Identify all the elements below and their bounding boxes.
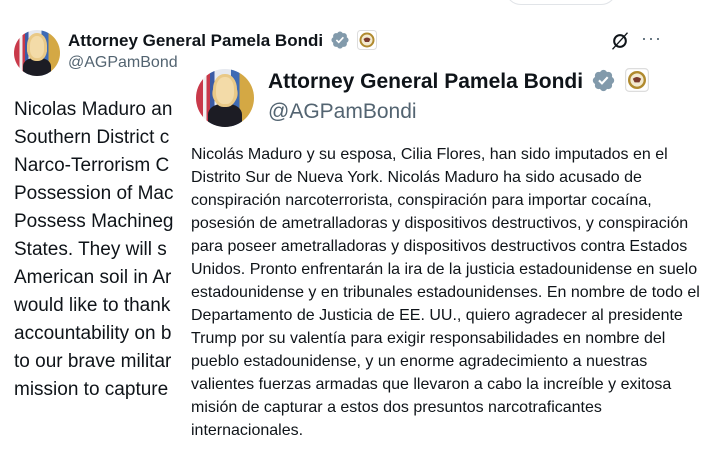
tweet-text-translated: Nicolás Maduro y su esposa, Cilia Flores, han sido imputados en el Distrito Sur de Nueva York. Nicolás Maduro ha sido acusado de conspiración narcoterrorista, conspiración para importar cocaína, posesión de ametralladoras y dispositivos destructivos, y conspiración para poseer ametralladoras y dispositivos destructivos contra Estados Unidos. Pronto enfrentarán la ira de la justicia estadounidense en suelo estadounidense y en tribunales estadounidenses. En nombre de todo el Departamento de Justicia de EE. UU., quiero agradecer al presidente Trump por su valentía para exigir responsabilidades en nombre del pueblo estadounidense, y un enorme agradecimiento a nuestras valientes fuerzas armadas que llevaron a cabo la increíble y exitosa misión de capturar a estos dos presuntos narcotraficantes internacionales. <box>191 146 700 439</box>
more-options-icon[interactable]: ··· <box>641 28 662 48</box>
verified-badge-icon <box>591 68 616 93</box>
author-handle[interactable]: @AGPamBondi <box>268 100 417 123</box>
author-avatar[interactable] <box>14 30 60 76</box>
grok-icon[interactable] <box>610 31 630 51</box>
verified-badge-icon <box>330 30 350 50</box>
translated-tweet-card <box>184 59 728 456</box>
doj-seal-icon <box>357 30 377 50</box>
author-avatar[interactable] <box>196 69 254 127</box>
doj-seal-icon <box>625 68 649 92</box>
author-handle[interactable]: @AGPamBond <box>68 54 178 71</box>
tweet-text: Nicolas Maduro an Southern District c Narco-Terrorism C Possession of Mac Possess Machineg States. They will s American soil in Ar would like to thank accountability on b to our brave militar mission to capture <box>14 99 174 400</box>
author-name[interactable]: Attorney General Pamela Bondi <box>68 31 377 51</box>
author-name[interactable]: Attorney General Pamela Bondi <box>268 70 649 94</box>
